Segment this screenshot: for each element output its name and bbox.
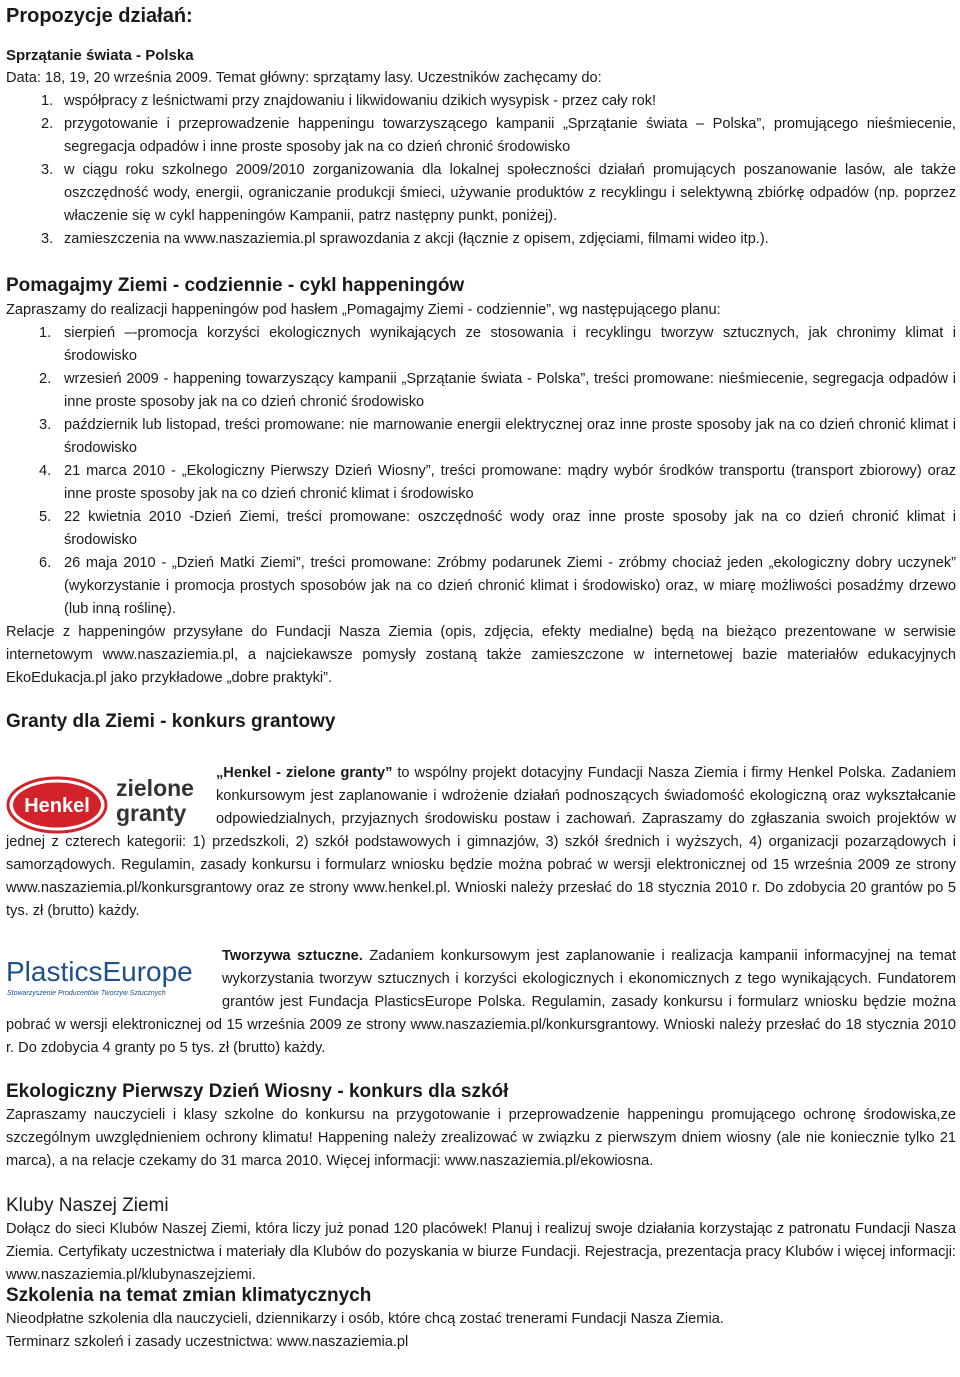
- plastics-description: Tworzywa sztuczne. Zadaniem konkursowym jest zaplanowanie i realizacja kampanii informacyjnej na temat wykorzystania tworzyw sztucznych i korzyści ekologicznych i ekonomicznych z tego wynikających. Fundatorem grantów jest Fundacja PlasticsEurope Polska. Regulamin, zasady konkursu i formularz wniosku będzie można pobrać w wersji elektronicznej od 15 września 2009 ze strony www.naszaziemia.pl/konkursgrantowy. Wnioski należy przesłać do 18 stycznia 2010 r. Do zdobycia 4 granty po 5 tys. zł (brutto) każdy.: [6, 945, 956, 1060]
- list-item: 3. zamieszczenia na www.naszaziemia.pl sprawozdania z akcji (łącznie z opisem, zdjęciami, filmami wideo itp.).: [41, 231, 769, 247]
- henkel-logo-group: [6, 776, 216, 836]
- section-title: Pomagajmy Ziemi - codziennie - cykl happeningów: [6, 275, 465, 296]
- section-intro: Zapraszamy do realizacji happeningów pod hasłem „Pomagajmy Ziemi - codziennie”, wg następującego planu:: [6, 302, 721, 318]
- plastics-grant: [6, 945, 956, 1060]
- section-title: Sprzątanie świata - Polska: [6, 47, 194, 64]
- section-title: Granty dla Ziemi - konkurs grantowy: [6, 711, 336, 732]
- page-heading-block: [6, 0, 956, 28]
- henkel-grant: [6, 762, 956, 923]
- list-item: 2. przygotowanie i przeprowadzenie happeningu towarzyszącego kampanii „Sprzątanie świata – Polska”, promującego nieśmiecenie, segregacja odpadów i inne proste sposoby jak na co dzień chronić środowisko: [41, 116, 956, 155]
- section-sprzatanie: [6, 44, 956, 251]
- svg-text:PlasticsEurope: PlasticsEurope: [6, 956, 193, 987]
- list-item: 5. 22 kwietnia 2010 -Dzień Ziemi, treści promowane: oszczędność wody oraz inne proste sposoby jak na co dzień chronić klimat i środowisko: [39, 509, 956, 548]
- list-item: 4. 21 marca 2010 - „Ekologiczny Pierwszy Dzień Wiosny”, treści promowane: mądry wybór środków transportu (transport zbiorowy) oraz inne proste sposoby jak na co dzień chronić klimat i środowisko: [39, 463, 956, 502]
- section-pomagajmy: [6, 274, 956, 690]
- list-item: 2. wrzesień 2009 - happening towarzyszący kampanii „Sprzątanie świata - Polska”, treści promowane: nieśmiecenie, segregacja odpadów i inne proste sposoby jak na co dzień chronić środowisko: [39, 371, 956, 410]
- section-outro: Relacje z happeningów przysyłane do Fundacji Nasza Ziemia (opis, zdjęcia, efekty medialne) będą na bieżąco prezentowane w serwisie internetowym www.naszaziemia.pl, a najciekawsze pomysły zostaną także zamieszczone w internetowej bazie materiałów edukacyjnych EkoEdukacja.pl jako przykładowe „dobre praktyki”.: [6, 624, 956, 686]
- svg-text:Henkel: Henkel: [24, 795, 90, 817]
- section-title: Kluby Naszej Ziemi: [6, 1195, 169, 1216]
- section-title: Szkolenia na temat zmian klimatycznych: [6, 1285, 372, 1306]
- list-item: 1. sierpień –-promocja korzyści ekologicznych wynikających ze stosowania i recyklingu tworzyw sztucznych, jak chronimy klimat i środowisko: [39, 325, 956, 364]
- section-kluby: [6, 1194, 956, 1287]
- section-title: Ekologiczny Pierwszy Dzień Wiosny - konkurs dla szkół: [6, 1081, 509, 1102]
- section-granty: [6, 710, 956, 1060]
- section-text: Dołącz do sieci Klubów Naszej Ziemi, która liczy już ponad 120 placówek! Planuj i realizuj swoje działania korzystając z patronatu Fundacji Nasza Ziemia. Certyfikaty uczestnictwa i materiały dla Klubów do pozyskania w biurze Fundacji. Rejestracja, prezentacja pracy Klubów i więcej informacji: www.naszaziemia.pl/klubynaszejziemi.: [6, 1221, 956, 1283]
- list-item: 3. w ciągu roku szkolnego 2009/2010 zorganizowania dla lokalnej społeczności działań promujących poszanowanie lasów, ale także oszczędność wody, energii, ograniczanie produkcji śmieci, używanie produktów z recyklingu i selektywną zbiórkę odpadów (np. poprzez właczenie się w cykl happeningów Kampanii, patrz następny punkt, poniżej).: [41, 162, 956, 224]
- plastics-logo: [6, 953, 216, 1003]
- svg-text:Stowarzyszenie Producentów Two: Stowarzyszenie Producentów Tworzyw Sztucznych: [7, 990, 166, 997]
- henkel-description: „Henkel - zielone granty” to wspólny projekt dotacyjny Fundacji Nasza Ziemia i firmy Henkel Polska. Zadaniem konkursowym jest zaplanowanie i wdrożenie działań podnoszących świadomość ekologiczną oraz wykształcanie odpowiedzialnych, przyjaznych środowisku postaw i zachowań. Zapraszamy do zgłaszania swoich projektów w jednej z czterech kategorii: 1) przedszkoli, 2) szkół podstawowych i gimnazjów, 3) szkół średnich i wyższych, 4) organizacji pozarządowych i samorządowych. Regulamin, zasady konkursu i formularz wniosku będzie można pobrać w wersji elektronicznej od 15 września 2009 ze strony www.naszaziemia.pl/konkursgrantowy oraz ze strony www.henkel.pl. Wnioski należy przesłać do 18 stycznia 2010 r. Do zdobycia 20 grantów po 5 tys. zł (brutto) każdy.: [6, 762, 956, 923]
- list-item: 3. październik lub listopad, treści promowane: nie marnowanie energii elektrycznej oraz inne proste sposoby jak na co dzień chronić klimat i środowisko: [39, 417, 956, 456]
- section-szkolenia: [6, 1284, 956, 1354]
- section-line: Terminarz szkoleń i zasady uczestnictwa: www.naszaziemia.pl: [6, 1334, 409, 1350]
- list-item: 1. współpracy z leśnictwami przy znajdowaniu i likwidowaniu dzikich wysypisk - przez cały rok!: [41, 93, 657, 109]
- section-text: Zapraszamy nauczycieli i klasy szkolne do konkursu na przygotowanie i przeprowadzenie happeningu promującego ochronę środowiska,ze szczególnym uwzględnieniem ochrony klimatu! Happening należy zrealizować w związku z pierwszym dniem wiosny (ale nie koniecznie tylko 21 marca), a na relacje czekamy do 31 marca 2010. Więcej informacji: www.naszaziemia.pl/ekowiosna.: [6, 1107, 956, 1169]
- section-ekowiosna: [6, 1080, 956, 1173]
- zielone-granty-logo: zielone granty: [116, 775, 194, 826]
- page-title: Propozycje działań:: [6, 5, 193, 27]
- section-line: Nieodpłatne szkolenia dla nauczycieli, dziennikarzy i osób, które chcą zostać trenerami Fundacji Nasza Ziemia.: [6, 1311, 724, 1327]
- list-item: 6. 26 maja 2010 - „Dzień Matki Ziemi”, treści promowane: Zróbmy podarunek Ziemi - zróbmy chociaż jeden „ekologiczny dobry uczynek” (wykorzystanie i promocja prostych sposobów jak na co dzień chronić klimat i środowisko) oraz, w miarę możliwości posadźmy drzewo (lub inną roślinę).: [39, 555, 956, 617]
- henkel-logo: [6, 776, 108, 834]
- section-intro: Data: 18, 19, 20 września 2009. Temat główny: sprzątamy lasy. Uczestników zachęcamy do:: [6, 70, 602, 86]
